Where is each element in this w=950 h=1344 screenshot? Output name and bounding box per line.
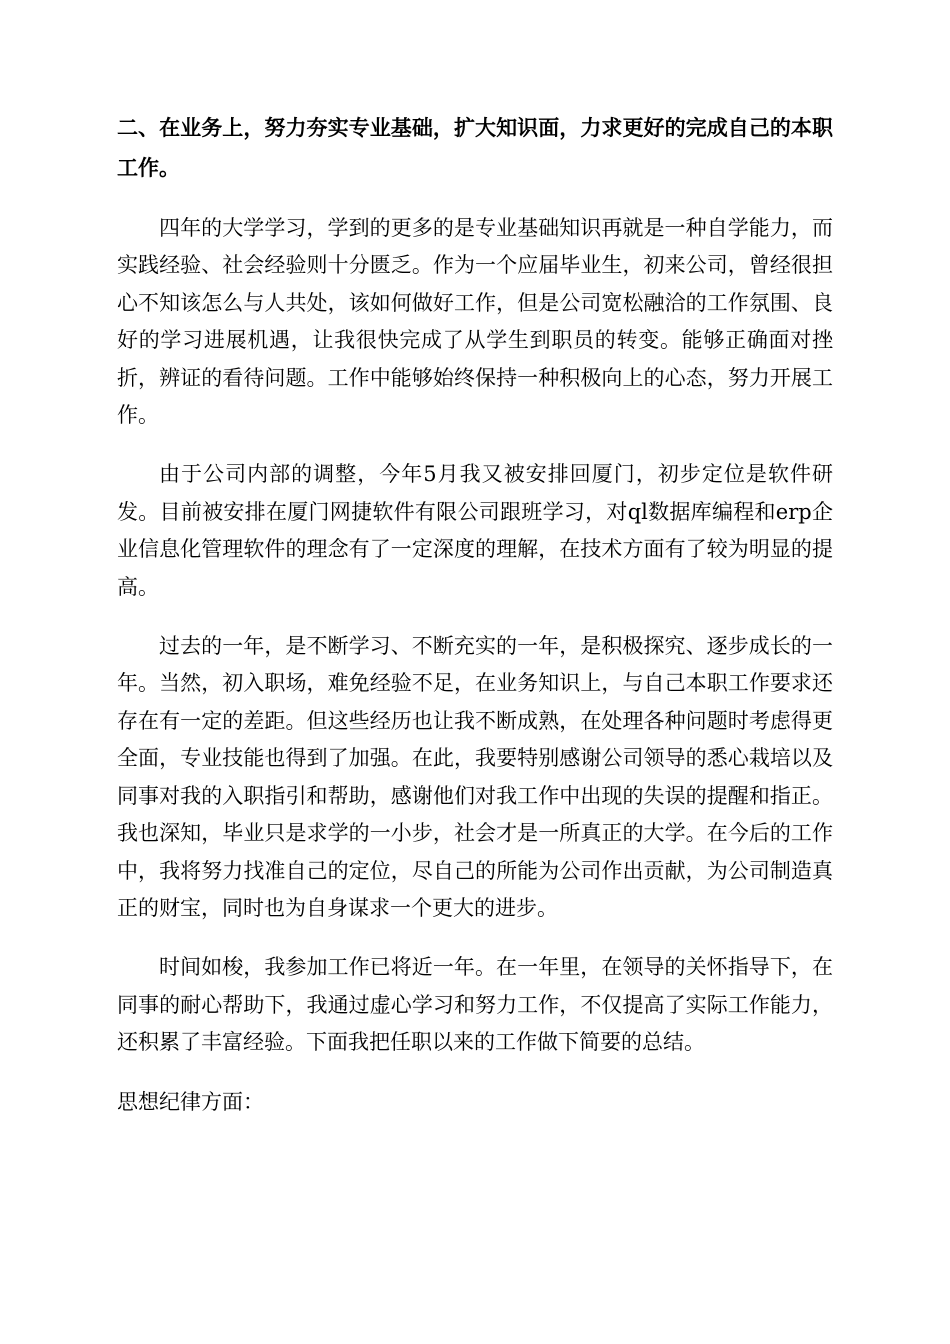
document-body [117, 108, 833, 1143]
subheading-ideology-discipline: 思想纪律方面： [117, 1089, 264, 1114]
paragraph-past-year: 过去的一年，是不断学习、不断充实的一年，是积极探究、逐步成长的一年。当然，初入职场，难免经验不足，在业务知识上，与自己本职工作要求还存在有一定的差距。但这些经历也让我不断成熟，在处理各种问题时考虑得更全面，专业技能也得到了加强。在此，我要特别感谢公司领导的悉心栽培以及同事对我的入职指引和帮助，感谢他们对我工作中出现的失误的提醒和指正。我也深知，毕业只是求学的一小步，社会才是一所真正的大学。在今后的工作中，我将努力找准自己的定位，尽自己的所能为公司作出贡献，为公司制造真正的财宝，同时也为自身谋求一个更大的进步。 [117, 634, 833, 920]
paragraph-time-flies: 时间如梭，我参加工作已将近一年。在一年里，在领导的关怀指导下，在同事的耐心帮助下，我通过虚心学习和努力工作，不仅提高了实际工作能力，还积累了丰富经验。下面我把任职以来的工作做下简要的总结。 [117, 955, 833, 1055]
section-heading: 二、在业务上，努力夯实专业基础，扩大知识面，力求更好的完成自己的本职工作。 [117, 116, 833, 180]
paragraph-university-study: 四年的大学学习，学到的更多的是专业基础知识再就是一种自学能力，而实践经验、社会经验则十分匮乏。作为一个应届毕业生，初来公司，曾经很担心不知该怎么与人共处，该如何做好工作，但是公司宽松融洽的工作氛围、良好的学习进展机遇，让我很快完成了从学生到职员的转变。能够正确面对挫折，辨证的看待问题。工作中能够始终保持一种积极向上的心态，努力开展工作。 [117, 216, 833, 428]
paragraph-company-adjustment: 由于公司内部的调整，今年5月我又被安排回厦门，初步定位是软件研发。目前被安排在厦门网捷软件有限公司跟班学习，对ql数据库编程和erp企业信息化管理软件的理念有了一定深度的理解，在技术方面有了较为明显的提高。 [117, 462, 833, 599]
